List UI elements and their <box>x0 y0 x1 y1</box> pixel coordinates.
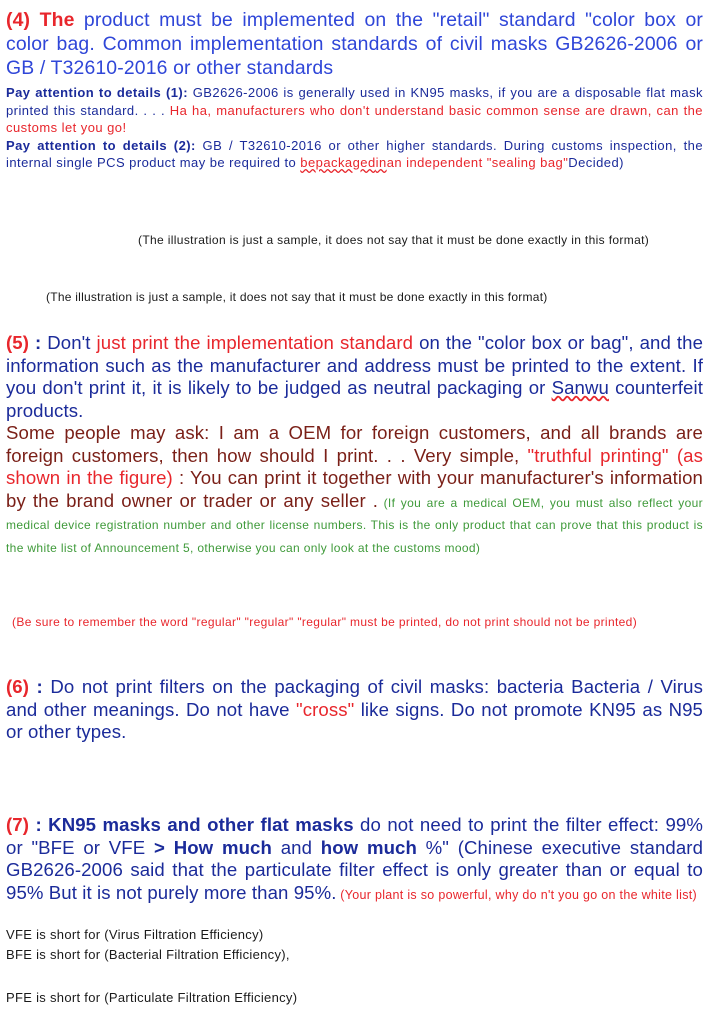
pfe-definition <box>6 989 703 1007</box>
section-5-colon: : <box>29 332 42 353</box>
detail-paragraph <box>6 84 703 172</box>
section-5-oem-question: Some people may ask: I am a OEM for foreign customers, and all brands are foreign customers, then how should I print. . . Very simple, <box>6 422 703 466</box>
section-6-colon: : <box>29 676 43 697</box>
section-7-bold-2: How much <box>164 836 272 858</box>
detail-1-red-remark: Ha ha, manufacturers who don't understand basic common sense are drawn, can the customs let you go! <box>6 102 703 135</box>
illustration-caption-2 <box>46 289 706 306</box>
detail-1-text: GB2626-2006 is generally used in KN95 masks, if you are a disposable flat mask printed this standard. . . . <box>6 85 703 118</box>
illustration-caption-1 <box>6 232 703 249</box>
section-7-bold-3: how much <box>320 836 417 858</box>
pfe-text: PFE is short for (Particulate Filtration Efficiency) <box>6 990 298 1005</box>
section-4-text: product must be implemented on the "retail" standard "color box or color bag. Common implementation standards of civil masks GB2626-2006 or GB / T32610-2016 or other standards <box>6 9 703 79</box>
section-6-paragraph <box>6 676 703 744</box>
section-5-oem-answer: : You can print it together with your manufacturer's information by the brand owner or trader or any seller . <box>6 467 703 511</box>
section-number-4: (4) <box>6 9 31 31</box>
detail-2-red-in: in <box>375 155 387 170</box>
section-7-colon: : <box>29 814 42 835</box>
section-7-paragraph <box>6 814 703 906</box>
section-7-bold-1: KN95 masks and other flat masks <box>41 814 354 835</box>
section-5-text-1: Don't <box>41 332 97 353</box>
detail-1-label: Pay attention to details (1): <box>6 85 188 100</box>
section-7-gt: > <box>154 836 165 858</box>
section-5-truthful-printing: "truthful printing" (as shown in the figure) <box>6 444 703 488</box>
section-5-oem-paragraph <box>6 422 703 557</box>
section-6-text-1: Do not print filters on the packaging of civil masks: bacteria Bacteria / Virus and other meanings. Do not have <box>6 676 704 720</box>
section-7-text-1: do not need to print the filter effect: 99% or "BFE or VFE <box>6 814 703 858</box>
bfe-definition <box>6 946 703 964</box>
vfe-definition <box>6 926 703 944</box>
section-number-6: (6) <box>6 676 30 697</box>
section-6-cross: "cross" <box>296 698 355 720</box>
detail-2-label: Pay attention to details (2): <box>6 137 196 153</box>
section-number-7: (7) <box>6 814 30 835</box>
detail-2-red-be: be <box>300 155 316 170</box>
section-5-medical-note: (If you are a medical OEM, you must also reflect your medical device registration number and other license numbers. This is the only product that can prove that this product is the white list of Announcement 5, otherwise you can only look at the customs mood) <box>6 495 703 555</box>
regular-note-text: (Be sure to remember the word "regular" "regular" "regular" must be printed, do not print should not be printed) <box>12 615 638 629</box>
section-number-5: (5) <box>6 332 30 353</box>
section-4-the: The <box>30 9 75 31</box>
detail-2-text: GB / T32610-2016 or other higher standards. During customs inspection, the internal single PCS product may be required to <box>6 137 703 170</box>
detail-2-decided: Decided) <box>568 155 624 170</box>
caption-1-text: (The illustration is just a sample, it does not say that it must be done exactly in this format) <box>138 233 650 247</box>
section-5-text-3: counterfeit products. <box>6 377 703 421</box>
section-6-text-2: like signs. Do not promote KN95 as N95 or other types. <box>6 698 703 742</box>
section-7-text-3: %" (Chinese executive standard GB2626-2006 said that the particulate filter effect is only greater than or equal to 95% But it is not purely more than 95%. <box>6 836 704 903</box>
section-5-paragraph <box>6 332 703 422</box>
section-5-sanwu: Sanwu <box>551 377 609 398</box>
vfe-text: VFE is short for (Virus Filtration Efficiency) <box>6 927 264 942</box>
section-5-text-2: on the "color box or bag", and the information such as the manufacturer and address must be printed to the extent. If you don't print it, it is likely to be judged as neutral packaging or <box>6 332 704 398</box>
bfe-text: BFE is short for (Bacterial Filtration Efficiency), <box>6 947 290 962</box>
section-7-red-remark: (Your plant is so powerful, why do n't you go on the white list) <box>336 887 697 902</box>
section-4-heading <box>6 8 703 80</box>
section-5-regular-note <box>6 614 703 631</box>
section-7-text-2: and <box>271 836 321 858</box>
caption-2-text: (The illustration is just a sample, it does not say that it must be done exactly in this format) <box>46 290 548 304</box>
section-5-red-phrase: just print the implementation standard <box>96 332 414 353</box>
detail-2-red-packaged: packaged <box>315 155 376 170</box>
detail-2-red-bag: an independent "sealing bag" <box>386 155 569 170</box>
